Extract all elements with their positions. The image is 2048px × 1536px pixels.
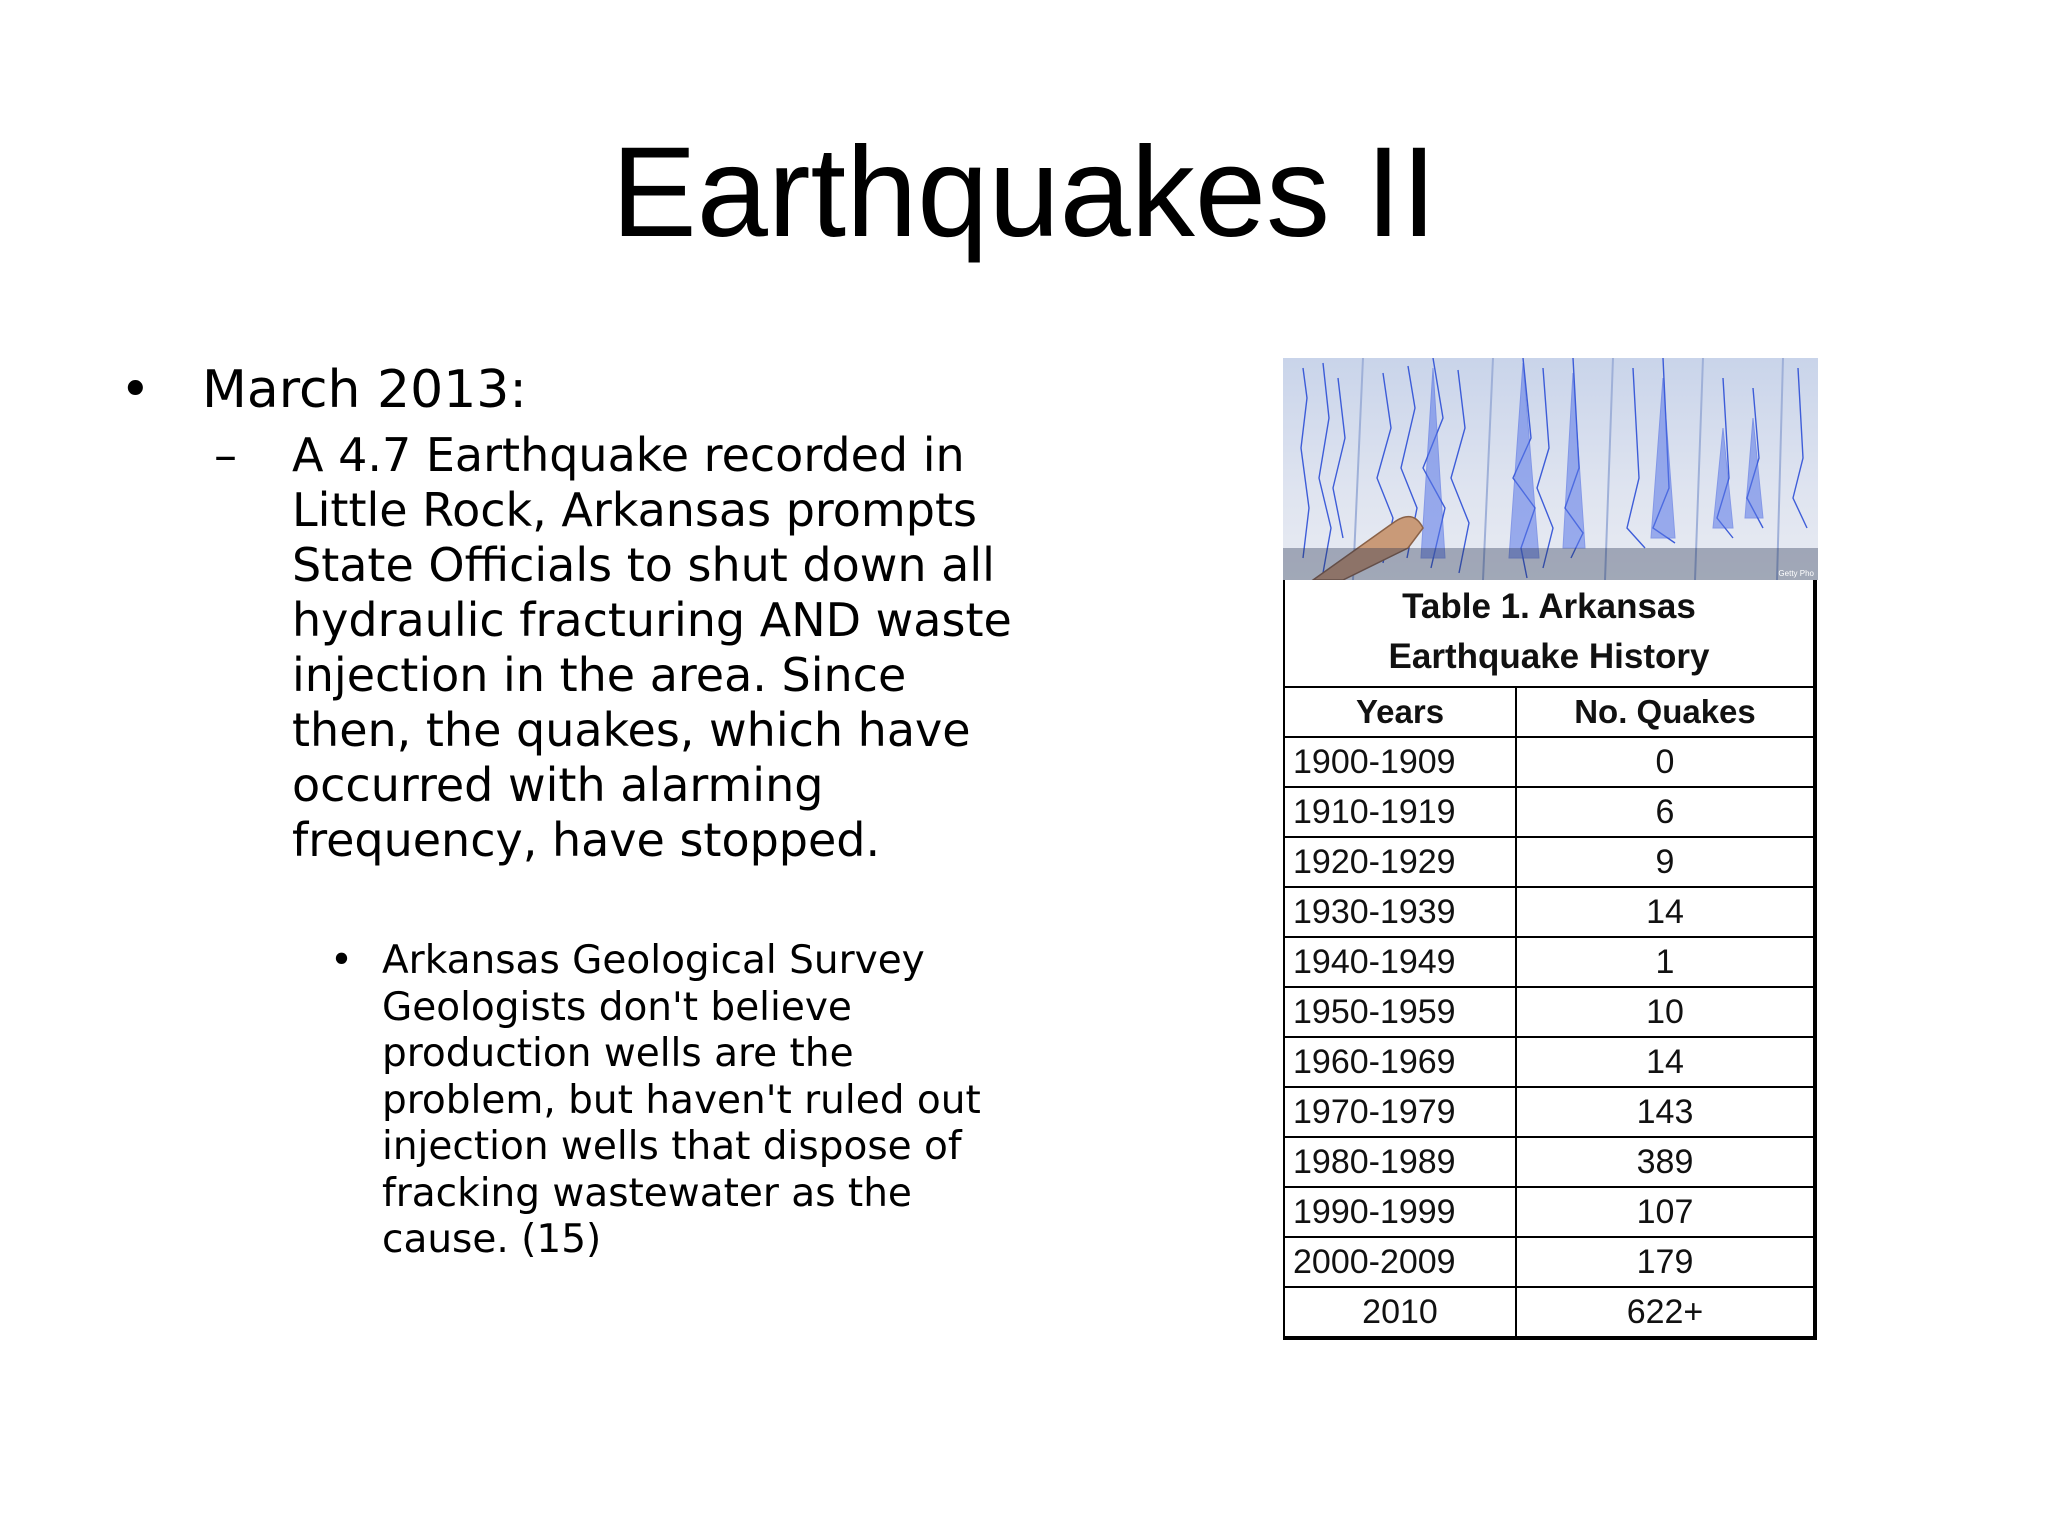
bullet-level2 xyxy=(214,428,1040,868)
quakes-cell: 1 xyxy=(1516,937,1815,987)
years-cell: 2000-2009 xyxy=(1284,1237,1516,1287)
bullet-level1 xyxy=(120,360,1040,420)
quakes-cell: 14 xyxy=(1516,1037,1815,1087)
earthquake-figure xyxy=(1283,358,1818,1340)
slide-body xyxy=(120,360,1040,1264)
years-cell: 1920-1929 xyxy=(1284,837,1516,887)
quakes-cell: 389 xyxy=(1516,1137,1815,1187)
table-caption-row xyxy=(1284,580,1815,687)
table-row xyxy=(1284,737,1815,787)
table-row xyxy=(1284,887,1815,937)
column-header-quakes: No. Quakes xyxy=(1516,687,1815,737)
years-cell: 2010 xyxy=(1284,1287,1516,1338)
table-caption-line2: Earthquake History xyxy=(1388,637,1710,676)
table-row xyxy=(1284,1087,1815,1137)
table-caption xyxy=(1284,580,1815,687)
table-header-row xyxy=(1284,687,1815,737)
seismograph-photo xyxy=(1283,358,1818,580)
table-row xyxy=(1284,1137,1815,1187)
years-cell: 1910-1919 xyxy=(1284,787,1516,837)
bullet-marker: • xyxy=(120,360,151,420)
quakes-cell: 14 xyxy=(1516,887,1815,937)
years-cell: 1980-1989 xyxy=(1284,1137,1516,1187)
table-row xyxy=(1284,1037,1815,1087)
years-cell: 1940-1949 xyxy=(1284,937,1516,987)
years-cell: 1950-1959 xyxy=(1284,987,1516,1037)
quakes-cell: 622+ xyxy=(1516,1287,1815,1338)
bullet-level3-text: Arkansas Geological Survey Geologists don't believe production wells are the problem, but haven't ruled out injection wells that dispose of fracking wastewater as the cause. (15) xyxy=(382,938,981,1262)
seismograph-traces xyxy=(1283,358,1818,580)
table-row xyxy=(1284,837,1815,887)
bullet-level2-text: A 4.7 Earthquake recorded in Little Rock, Arkansas prompts State Officials to shut down all hydraulic fracturing AND waste injection in the area. Since then, the quakes, which have occurred with alarming frequency, have stopped. xyxy=(292,428,1012,867)
bullet-level1-text: March 2013: xyxy=(202,360,527,420)
quakes-cell: 107 xyxy=(1516,1187,1815,1237)
slide-title: Earthquakes II xyxy=(611,121,1437,264)
years-cell: 1930-1939 xyxy=(1284,887,1516,937)
years-cell: 1990-1999 xyxy=(1284,1187,1516,1237)
quakes-cell: 179 xyxy=(1516,1237,1815,1287)
dash-marker: – xyxy=(214,428,237,482)
quakes-cell: 9 xyxy=(1516,837,1815,887)
years-cell: 1970-1979 xyxy=(1284,1087,1516,1137)
bullet-marker: • xyxy=(330,938,354,983)
earthquake-history-table xyxy=(1283,580,1817,1340)
years-cell: 1900-1909 xyxy=(1284,737,1516,787)
table-row xyxy=(1284,1187,1815,1237)
table-row xyxy=(1284,1287,1815,1338)
table-row xyxy=(1284,787,1815,837)
quakes-cell: 10 xyxy=(1516,987,1815,1037)
bullet-level3 xyxy=(330,938,1022,1264)
column-header-years: Years xyxy=(1284,687,1516,737)
years-cell: 1960-1969 xyxy=(1284,1037,1516,1087)
table-row xyxy=(1284,1237,1815,1287)
table-caption-line1: Table 1. Arkansas xyxy=(1402,587,1696,626)
table-row xyxy=(1284,987,1815,1037)
quakes-cell: 0 xyxy=(1516,737,1815,787)
quakes-cell: 143 xyxy=(1516,1087,1815,1137)
table-row xyxy=(1284,937,1815,987)
photo-credit: Getty Pho xyxy=(1778,569,1814,578)
quakes-cell: 6 xyxy=(1516,787,1815,837)
